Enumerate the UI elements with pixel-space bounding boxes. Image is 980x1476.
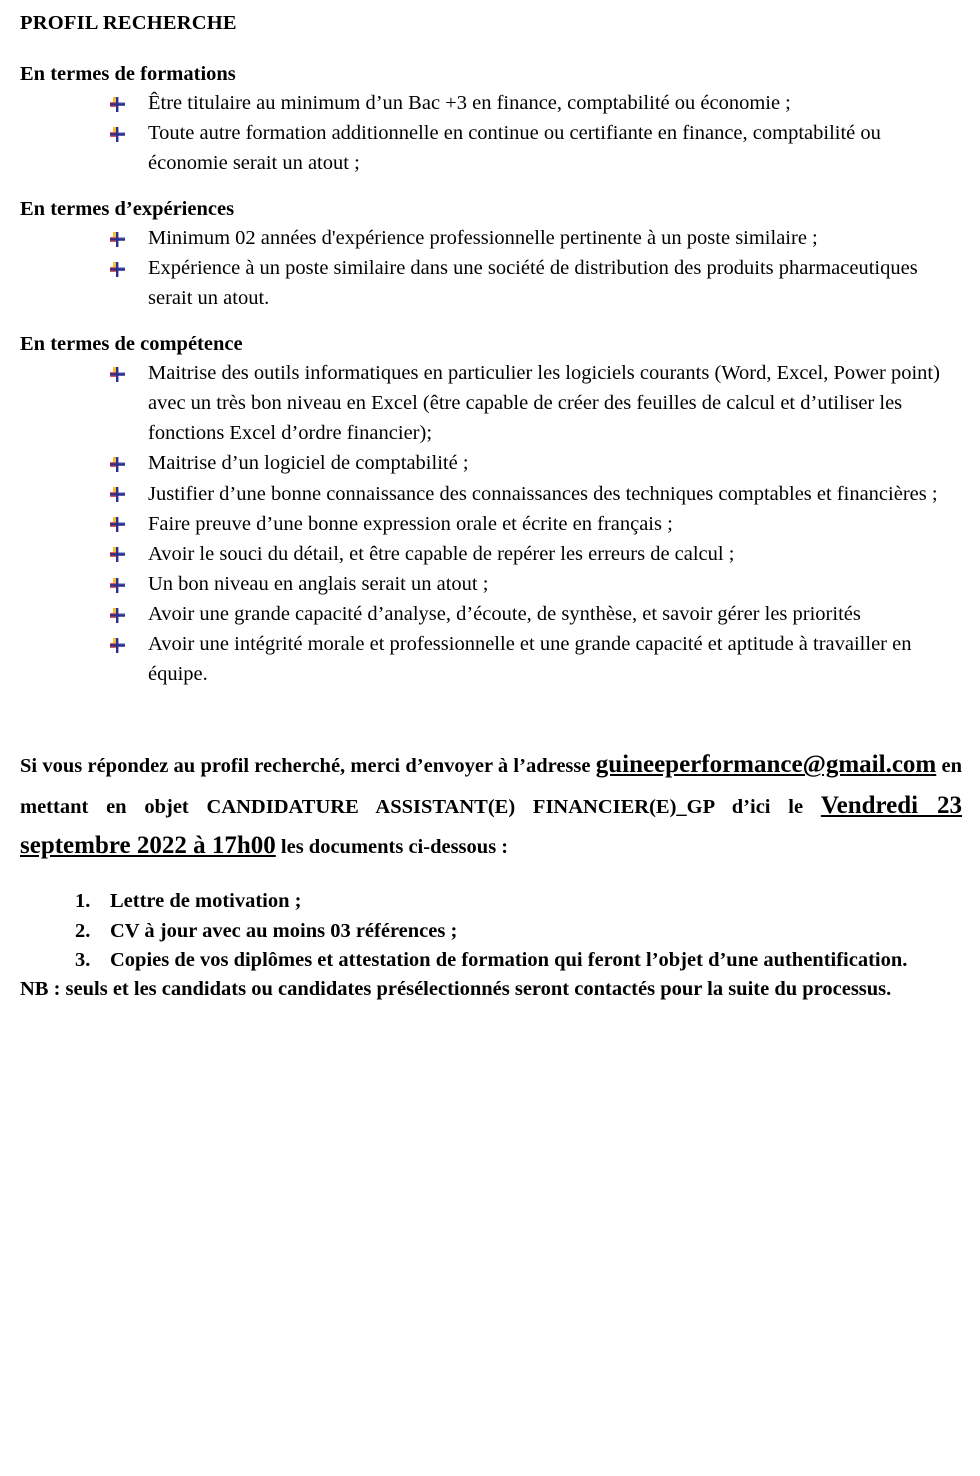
list-item: [20, 599, 962, 629]
section-heading-experiences: En termes d’expériences: [20, 197, 235, 220]
cross-arrow-bullet-icon: [110, 547, 125, 562]
list-item-text: Un bon niveau en anglais serait un atout ;: [148, 572, 489, 595]
list-item-text: Avoir le souci du détail, et être capable de repérer les erreurs de calcul ;: [148, 542, 735, 565]
list-item: Lettre de motivation ;: [110, 890, 302, 913]
section-divider-spacer: [20, 179, 962, 197]
nb-note: NB : seuls et les candidats ou candidates présélectionnés seront contactés pour la suite du processus.: [20, 977, 892, 1000]
instructions-tail: les documents ci-dessous :: [275, 836, 509, 859]
bullet-list-formations: [20, 88, 962, 178]
list-item: [20, 358, 962, 448]
application-deadline: Vendredi 23 septembre 2022 à 17h00: [20, 791, 962, 860]
section-experiences: [20, 197, 962, 314]
cross-arrow-bullet-icon: [110, 638, 125, 653]
list-item: [20, 253, 962, 313]
list-item-text: Être titulaire au minimum d’un Bac +3 en finance, comptabilité ou économie ;: [148, 92, 791, 115]
list-item: [20, 539, 962, 569]
list-item-text: Maitrise des outils informatiques en particulier les logiciels courants (Word, Excel, Power point) avec un très bon niveau en Excel (être capable de créer des feuilles de calcul et d’utiliser les fonctions Excel d’ordre financier);: [148, 362, 940, 445]
list-item: [20, 448, 962, 478]
cross-arrow-bullet-icon: [110, 262, 125, 277]
instructions-deadline-lead: d’ici le: [731, 795, 821, 818]
list-item: [20, 509, 962, 539]
list-item: [20, 569, 962, 599]
required-documents-list: [20, 887, 962, 974]
cross-arrow-bullet-icon: [110, 457, 125, 472]
list-item-text: Minimum 02 années d'expérience professionnelle pertinente à un poste similaire ;: [148, 227, 818, 250]
instructions-intro: Si vous répondez au profil recherché, merci d’envoyer à l’adresse: [20, 755, 596, 778]
list-item-text: Maitrise d’un logiciel de comptabilité ;: [148, 452, 469, 475]
list-item: [20, 88, 962, 118]
section-heading-competence: En termes de compétence: [20, 332, 243, 355]
application-instructions: [20, 745, 962, 867]
instructions-subject: en mettant en objet CANDIDATURE ASSISTANT(E) FINANCIER(E)_GP: [20, 755, 962, 818]
section-divider-spacer: [20, 314, 962, 332]
list-item: [20, 479, 962, 509]
list-item-text: Justifier d’une bonne connaissance des connaissances des techniques comptables et financières ;: [148, 482, 938, 505]
cross-arrow-bullet-icon: [110, 367, 125, 382]
list-item-text: Toute autre formation additionnelle en continue ou certifiante en finance, comptabilité ou économie serait un atout ;: [148, 122, 881, 175]
page-bottom-whitespace: [20, 1003, 962, 1363]
list-item-text: Expérience à un poste similaire dans une société de distribution des produits pharmaceutiques serait un atout.: [148, 257, 918, 310]
bullet-list-experiences: [20, 223, 962, 313]
list-item-text: Avoir une grande capacité d’analyse, d’écoute, de synthèse, et savoir gérer les priorités: [148, 603, 861, 626]
cross-arrow-bullet-icon: [110, 608, 125, 623]
cross-arrow-bullet-icon: [110, 517, 125, 532]
list-item: CV à jour avec au moins 03 références ;: [110, 919, 458, 942]
cross-arrow-bullet-icon: [110, 127, 125, 142]
list-item: Copies de vos diplômes et attestation de formation qui feront l’objet d’une authentification.: [110, 948, 908, 971]
list-item: [20, 223, 962, 253]
section-heading-formations: En termes de formations: [20, 62, 236, 85]
list-item-text: Avoir une intégrité morale et professionnelle et une grande capacité et aptitude à travailler en équipe.: [148, 633, 912, 686]
bullet-list-competence: [20, 358, 962, 689]
cross-arrow-bullet-icon: [110, 97, 125, 112]
cross-arrow-bullet-icon: [110, 232, 125, 247]
cross-arrow-bullet-icon: [110, 487, 125, 502]
list-item: [20, 118, 962, 178]
page-title: PROFIL RECHERCHE: [20, 12, 237, 34]
cross-arrow-bullet-icon: [110, 578, 125, 593]
application-email-link[interactable]: guineeperformance@gmail.com: [595, 751, 937, 779]
list-item: [20, 629, 962, 689]
list-item-text: Faire preuve d’une bonne expression orale et écrite en français ;: [148, 512, 673, 535]
section-formations: [20, 62, 962, 179]
section-competence: [20, 332, 962, 690]
